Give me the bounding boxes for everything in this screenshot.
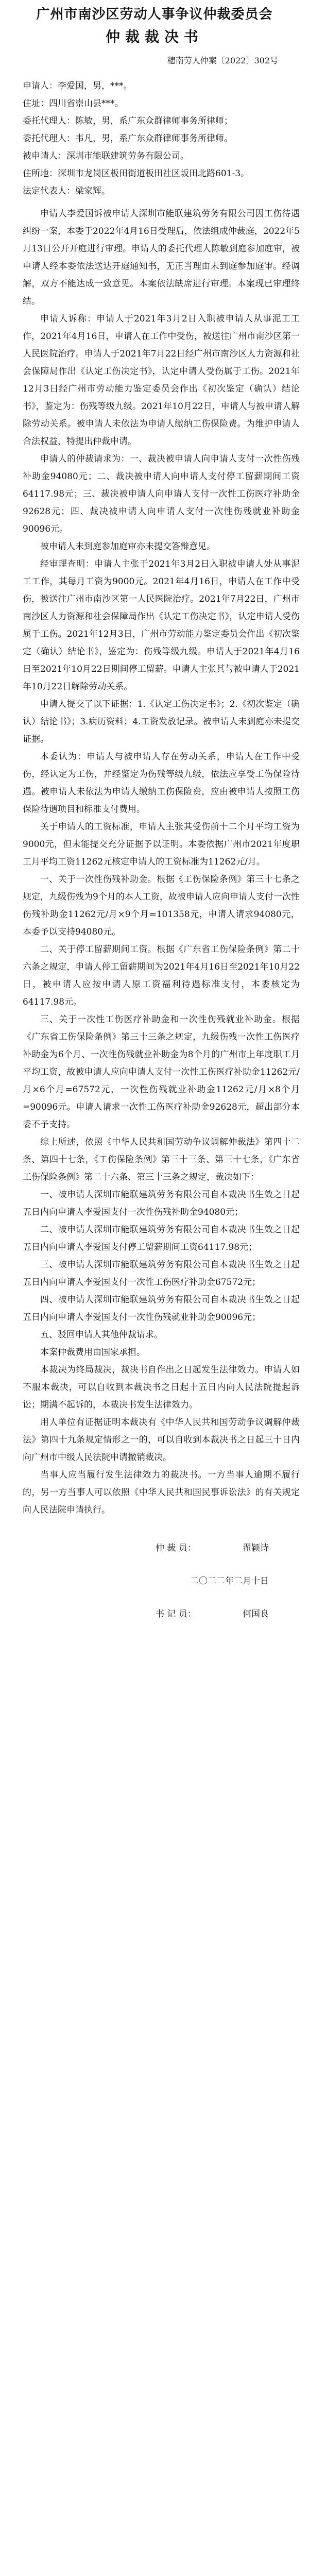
- ruling-date: 二〇二二年二月十日: [190, 1576, 269, 1586]
- arbitrator-row: [156, 1539, 269, 1557]
- parties-section: [23, 77, 300, 200]
- document-body: [23, 77, 300, 1623]
- arbitrator-name: 翟颖诗: [243, 1543, 269, 1553]
- body-paragraph: 三、关于一次性工伤医疗补助金和一次性伤残就业补助金。根据《广东省工伤保险条例》第三十三条之规定，九级伤残一次性工伤医疗补助金为6个月、一次性伤残就业补助金为8个月的广州市上年度职工月平均工资，故被申请人应向申请人支付一次性工伤医疗补助金11262元/月×6个月=67572元，一次性伤残就业补助金11262元/月×8个月=90096元。申请人请求一次性工伤医疗补助金92628元，超出部分本委不予支持。: [23, 1014, 300, 1130]
- party-line: 法定代表人：梁家辉。: [23, 186, 110, 196]
- clerk-name: 何国良: [243, 1609, 269, 1619]
- signature-block: [156, 1539, 269, 1623]
- clerk-row: [156, 1605, 269, 1623]
- party-line: 住址：四川省崇山县***。: [23, 98, 124, 109]
- document-header: [0, 0, 309, 67]
- body-paragraph: 申请人李爱国诉被申请人深圳市能联建筑劳务有限公司因工伤待遇纠纷一案，本委于2022年4月16日受理后，依法组成仲裁庭，2022年5月13日公开开庭进行审理。申请人的委托代理人陈敏到庭参加庭审，被申请人经本委依法送达开庭通知书，无正当理由未到庭参加庭审。经调解，双方不能达成一致意见。本案依法缺席进行审理。本案现已审理终结。: [23, 209, 300, 307]
- body-paragraph: 一、关于一次性伤残补助金。根据《工伤保险条例》第三十七条之规定，九级伤残为9个月的本人工资，故被申请人应向申请人支付一次性伤残补助金11262元/月×9个月=101358元，申请人请求94080元，本委予以支持94080元。: [23, 874, 300, 937]
- body-paragraph: 申请人的仲裁请求为：一、裁决被申请人向申请人支付一次性伤残补助金94080元；二、裁决被申请人向申请人支付停工留薪期间工资64117.98元；三、裁决被申请人向申请人支付一次性工伤医疗补助金92628元；四、裁决被申请人向申请人支付一次性伤残就业补助金90096元。: [23, 454, 300, 534]
- body-paragraph: 申请人提交了以下证据：1.《认定工伤决定书》；2.《初次鉴定（确认）结论书》；3.病历资料；4.工资发放记录。被申请人未到庭亦未提交证据。: [23, 699, 300, 744]
- party-line: 委托代理人：韦凡，男，系广东众群律师事务所律师。: [23, 133, 233, 144]
- party-line: 住所地：深圳市龙岗区板田街道板田社区坂田北路601-3。: [23, 168, 250, 179]
- ruling-text: [23, 205, 300, 1519]
- agency-title: 广州市南沙区劳动人事争议仲裁委员会: [36, 7, 273, 22]
- date-row: [156, 1572, 269, 1590]
- body-paragraph: 二、关于停工留薪期间工资。根据《广东省工伤保险条例》第二十六条之规定，申请人停工留薪期间为2021年4月16日至2021年10月22日，被申请人应按申请人原工资福利待遇标准支付，本委核定为64117.98元。: [23, 944, 300, 1007]
- body-paragraph: 当事人应当履行发生法律效力的裁决书。一方当事人逾期不履行的，另一方当事人可以依照《中华人民共和国民事诉讼法》的有关规定向人民法院申请执行。: [23, 1470, 300, 1515]
- body-paragraph: 本裁决为终局裁决，裁决书自作出之日起发生法律效力。申请人如不服本裁决，可以自收到本裁决书之日起十五日内向人民法院提起诉讼；期满不起诉的，本裁决书发生法律效力。: [23, 1365, 300, 1410]
- body-paragraph: 一、被申请人深圳市能联建筑劳务有限公司自本裁决书生效之日起五日内向申请人李爱国支付一次性伤残补助金94080元；: [23, 1190, 300, 1217]
- body-paragraph: 关于申请人的工资标准，申请人主张其受伤前十二个月平均工资为9000元，但未能提交充分证据予以证明。本委依据广州市2021年度职工月平均工资11262元核定申请人的工资标准为11262元/月。: [23, 822, 300, 867]
- arbitrator-label: 仲 裁 员：: [156, 1543, 196, 1553]
- body-paragraph: 被申请人未到庭参加庭审亦未提交答辩意见。: [40, 541, 215, 552]
- body-paragraph: 本委认为：申请人与被申请人存在劳动关系，申请人在工作中受伤，经认定为工伤，并经鉴定为伤残等级九级，依法应享受工伤保险待遇。被申请人未依法为申请人缴纳工伤保险费，应由被申请人按照工伤保险待遇项目和标准支付费用。: [23, 752, 300, 815]
- body-paragraph: 经审理查明：申请人主张于2021年3月2日入职被申请人处从事泥工工作，其每月工资为9000元。2021年4月16日，申请人在工作中受伤，被送往广州市南沙区第一人民医院治疗。2021年7月22日，广州市南沙区人力资源和社会保障局作出《认定工伤决定书》，认定申请人受伤属于工伤。2021年12月3日，广州市劳动能力鉴定委员会作出《初次鉴定（确认）结论书》，鉴定为：伤残等级九级。申请人于2021年4月16日至2021年10月22日期间停工留薪。申请人主张其与被申请人于2021年10月22日解除劳动关系。: [23, 559, 300, 692]
- body-paragraph: 申请人诉称：申请人于2021年3月2日入职被申请人从事泥工工作，2021年4月16日，申请人在工作中受伤，被送往广州市南沙区第一人民医院治疗。申请人于2021年7月22日经广州市南沙区人力资源和社会保障局作出《认定工伤决定书》，认定申请人受伤属于工伤。2021年12月3日经广州市劳动能力鉴定委员会作出《初次鉴定（确认）结论书》，鉴定为：伤残等级九级。2021年10月22日，申请人与被申请人解除劳动关系。被申请人未依法为申请人缴纳工伤保险费。为维护申请人合法权益，特提出仲裁申请。: [23, 314, 300, 447]
- body-paragraph: 四、被申请人深圳市能联建筑劳务有限公司自本裁决书生效之日起五日内向申请人李爱国支付一次性伤残就业补助金90096元；: [23, 1295, 300, 1323]
- body-paragraph: 二、被申请人深圳市能联建筑劳务有限公司自本裁决书生效之日起五日内向申请人李爱国支付停工留薪期间工资64117.98元；: [23, 1225, 300, 1252]
- body-paragraph: 三、被申请人深圳市能联建筑劳务有限公司自本裁决书生效之日起五日内向申请人李爱国支付一次性工伤医疗补助金67572元；: [23, 1260, 300, 1287]
- party-line: 申请人：李爱国，男，***。: [23, 81, 132, 91]
- document-type-title: 仲裁裁决书: [105, 28, 203, 45]
- party-line: 委托代理人：陈敏，男，系广东众群律师事务所律师；: [23, 116, 233, 126]
- body-paragraph: 本案仲裁费用由国家承担。: [40, 1347, 145, 1358]
- body-paragraph: 用人单位有证据证明本裁决有《中华人民共和国劳动争议调解仲裁法》第四十九条规定情形之一的，可以自收到本裁决书之日起三十日内向广州市中级人民法院申请撤销裁决。: [23, 1417, 300, 1463]
- clerk-label: 书 记 员：: [156, 1609, 196, 1619]
- case-number: 穗南劳人仲案〔2022〕302号: [167, 56, 278, 65]
- party-line: 被申请人：深圳市能联建筑劳务有限公司。: [23, 151, 189, 161]
- body-paragraph: 综上所述，依照《中华人民共和国劳动争议调解仲裁法》第四十二条、第四十七条，《工伤保险条例》第三十三条、第三十七条，《广东省工伤保险条例》第二十六条、第三十三条之规定，裁决如下：: [23, 1137, 300, 1182]
- body-paragraph: 五、驳回申请人其他仲裁请求。: [40, 1330, 163, 1340]
